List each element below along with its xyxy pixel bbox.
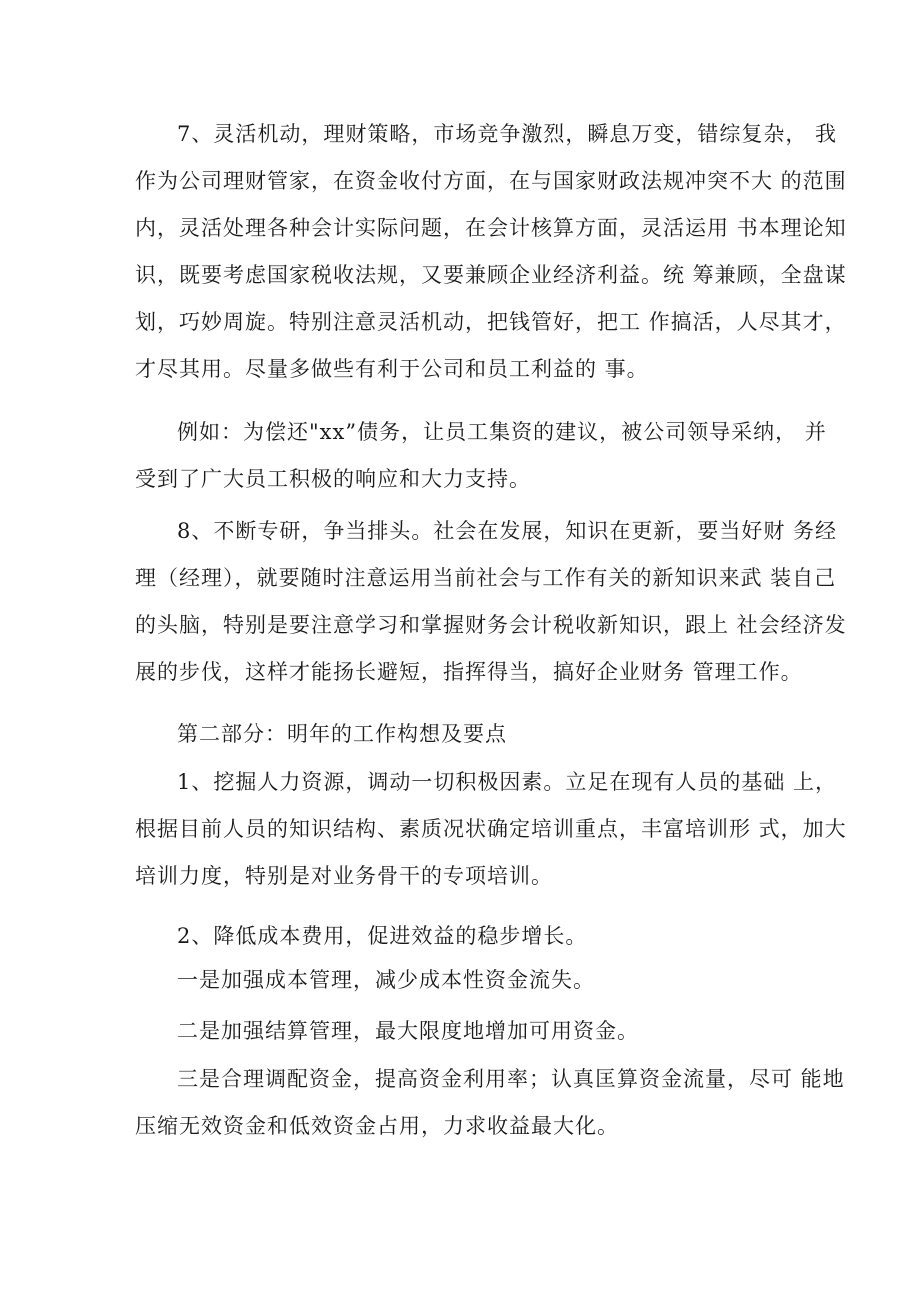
paragraph-example [135,409,827,503]
text-line: 三是合理调配资金，提高资金利用率；认真匡算资金流量，尽可 能地 [177,1067,845,1091]
text-line: 7、灵活机动，理财策略，市场竞争激烈，瞬息万变，错综复杂， 我 [177,122,838,146]
paragraph-item-7 [135,111,847,393]
text-line: 识，既要考虑国家税收法规，又要兼顾企业经济利益。统 筹兼顾，全盘谋 [135,263,847,287]
text-line: 展的步伐，这样才能扬长避短，指挥得当，搞好企业财务 管理工作。 [135,660,803,684]
text-line: 压缩无效资金和低效资金占用，力求收益最大化。 [135,1114,619,1138]
text-line: 一是加强成本管理，减少成本性资金流失。 [177,968,595,992]
text-line: 理（经理），就要随时注意运用当前社会与工作有关的新知识来武 装自己 [135,566,837,590]
text-line: 作为公司理财管家，在资金收付方面，在与国家财政法规冲突不大 的范围 [135,169,847,193]
text-line: 8、不断专研，争当排头。社会在发展，知识在更新，要当好财 务经 [177,519,838,543]
text-line: 根据目前人员的知识结构、素质况状确定培训重点，丰富培训形 式，加大 [135,817,847,841]
paragraph-plan-2-point-2 [135,1008,790,1055]
text-line: 例如：为偿还"xx”债务，让员工集资的建议，被公司领导采纳， 并 [177,420,827,444]
text-line: 1、挖掘人力资源，调动一切积极因素。立足在现有人员的基础 上， [177,770,838,794]
text-line: 内，灵活处理各种会计实际问题，在会计核算方面，灵活运用 书本理论知 [135,216,847,240]
text-line: 2、降低成本费用，促进效益的稳步增长。 [177,924,588,948]
text-line: 划，巧妙周旋。特别注意灵活机动，把钱管好，把工 作搞活，人尽其才， [135,310,847,334]
paragraph-plan-1 [135,759,847,900]
paragraph-plan-2-point-3 [135,1056,845,1150]
text-line: 二是加强结算管理，最大限度地增加可用资金。 [177,1019,639,1043]
text-line: 的头脑，特别是要注意学习和掌握财务会计税收新知识，跟上 社会经济发 [135,613,847,637]
paragraph-item-8 [135,508,847,696]
paragraph-plan-2-point-1 [135,957,790,1004]
text-line: 培训力度，特别是对业务骨干的专项培训。 [135,864,553,888]
paragraph-plan-2 [135,913,790,960]
section-heading [135,711,790,758]
text-line: 才尽其用。尽量多做些有利于公司和员工利益的 事。 [135,357,649,381]
section-heading-text: 第二部分：明年的工作构想及要点 [177,722,507,746]
text-line: 受到了广大员工积极的响应和大力支持。 [135,467,531,491]
